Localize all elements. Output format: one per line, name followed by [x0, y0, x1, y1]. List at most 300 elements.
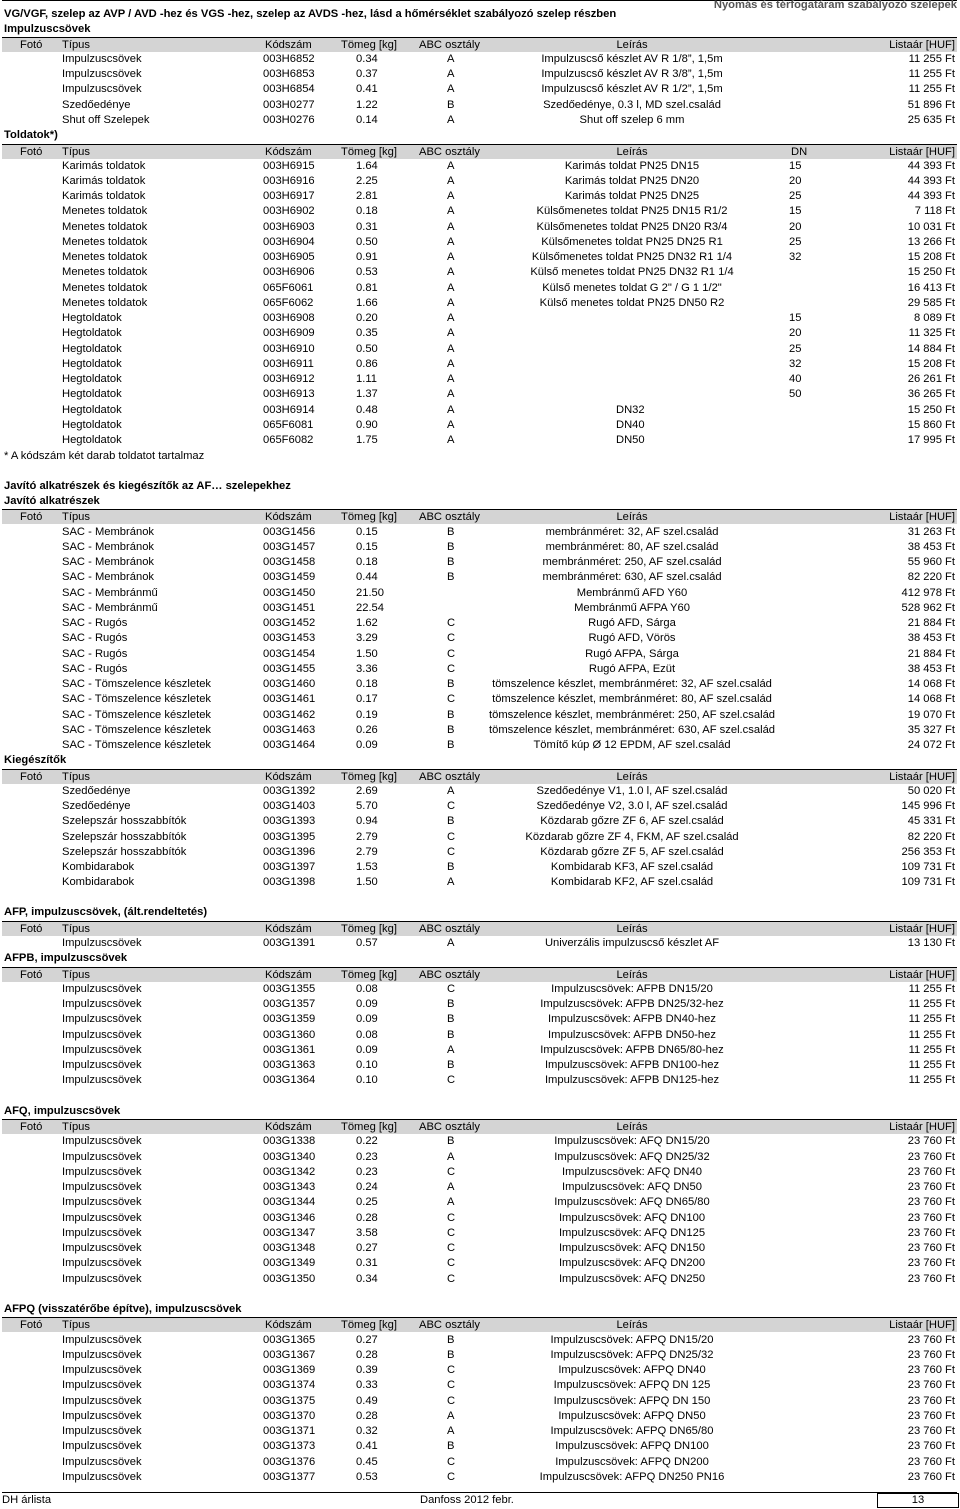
- col-header-leiras: Leírás: [616, 39, 648, 51]
- cell-listaar: 15 860 Ft: [907, 419, 955, 431]
- cell-kodszam: 003G1347: [263, 1227, 316, 1239]
- cell-tomeg: 0.27: [356, 1242, 378, 1254]
- table-row: [2, 784, 957, 799]
- cell-listaar: 44 393 Ft: [907, 190, 955, 202]
- cell-tipus: Impulzuscsövek: [62, 983, 142, 995]
- footer-center: Danfoss 2012 febr.: [420, 1494, 514, 1506]
- cell-tomeg: 1.53: [356, 861, 378, 873]
- cell-tipus: Impulzuscsövek: [62, 1364, 142, 1376]
- cell-kodszam: 003G1348: [263, 1242, 316, 1254]
- cell-listaar: 11 255 Ft: [908, 1013, 955, 1025]
- table-row: [2, 250, 957, 265]
- cell-kodszam: 003G1398: [263, 876, 316, 888]
- cell-abc: A: [447, 1044, 455, 1056]
- cell-abc: C: [447, 983, 456, 995]
- cell-listaar: 11 255 Ft: [908, 1059, 955, 1071]
- cell-tomeg: 0.25: [356, 1196, 378, 1208]
- cell-leiras: Impulzuscsövek: AFPQ DN50: [558, 1410, 706, 1422]
- cell-dn: 25: [789, 190, 802, 202]
- cell-abc: B: [447, 724, 455, 736]
- table-row: [2, 387, 957, 402]
- cell-tomeg: 0.32: [356, 1425, 378, 1437]
- cell-abc: A: [447, 876, 455, 888]
- cell-abc: A: [447, 1410, 455, 1422]
- cell-tipus: Hegtoldatok: [62, 373, 122, 385]
- section-title: [2, 951, 957, 966]
- cell-leiras: tömszelence készlet, membránméret: 630, AF szel.család: [488, 724, 776, 736]
- cell-tipus: Impulzuscsövek: [62, 1181, 142, 1193]
- cell-tipus: Szedőedénye: [62, 800, 131, 812]
- cell-tipus: Szedőedénye: [62, 99, 131, 111]
- cell-leiras: Impulzuscsövek: AFQ DN125: [558, 1227, 706, 1239]
- cell-leiras: Szedőedénye, 0.3 l, MD szel.család: [543, 99, 721, 111]
- cell-tomeg: 0.94: [356, 815, 378, 827]
- cell-tomeg: 21.50: [356, 587, 384, 599]
- col-header-leiras: Leírás: [616, 1319, 648, 1331]
- cell-kodszam: 003G1463: [263, 724, 316, 736]
- cell-tipus: SAC - Rugós: [62, 617, 128, 629]
- cell-abc: B: [447, 998, 455, 1010]
- col-header-tipus: Típus: [62, 39, 90, 51]
- table-row: [2, 662, 957, 677]
- cell-tomeg: 0.15: [356, 526, 378, 538]
- cell-kodszam: 003G1454: [263, 648, 316, 660]
- table-row: [2, 1424, 957, 1439]
- cell-tipus: Impulzuscsövek: [62, 1227, 142, 1239]
- cell-leiras: Kombidarab KF2, AF szel.család: [550, 876, 714, 888]
- table-row: [2, 98, 957, 113]
- table-row: [2, 1043, 957, 1058]
- table-header: [2, 769, 957, 784]
- cell-tipus: Menetes toldatok: [62, 236, 148, 248]
- table-row: [2, 1058, 957, 1073]
- cell-leiras: Impulzuscsövek: AFQ DN25/32: [554, 1151, 710, 1163]
- cell-tipus: Impulzuscsövek: [62, 1456, 142, 1468]
- col-header-kodszam: Kódszám: [265, 1319, 312, 1331]
- col-header-tipus: Típus: [62, 771, 90, 783]
- cell-leiras: Impulzuscső készlet AV R 3/8”, 1,5m: [541, 68, 723, 80]
- cell-listaar: 11 255 Ft: [908, 998, 955, 1010]
- cell-tipus: Impulzuscsövek: [62, 1334, 142, 1346]
- cell-leiras: Rugó AFD, Vörös: [588, 632, 676, 644]
- cell-leiras: Külső menetes toldat PN25 DN50 R2: [539, 297, 725, 309]
- col-header-abc: ABC osztály: [419, 146, 480, 158]
- cell-listaar: 31 263 Ft: [907, 526, 955, 538]
- table-row: [2, 875, 957, 890]
- cell-abc: B: [447, 709, 455, 721]
- section-title-text: AFQ, impulzuscsövek: [4, 1105, 121, 1117]
- cell-listaar: 23 760 Ft: [907, 1471, 955, 1483]
- cell-tipus: Hegtoldatok: [62, 404, 122, 416]
- cell-listaar: 11 255 Ft: [908, 68, 955, 80]
- cell-abc: C: [447, 1242, 456, 1254]
- cell-kodszam: 003G1456: [263, 526, 316, 538]
- cell-tomeg: 0.26: [356, 724, 378, 736]
- cell-abc: A: [447, 327, 455, 339]
- cell-kodszam: 003G1376: [263, 1456, 316, 1468]
- col-header-leiras: Leírás: [616, 923, 648, 935]
- cell-tomeg: 1.50: [356, 876, 378, 888]
- cell-tomeg: 0.10: [356, 1074, 378, 1086]
- cell-abc: C: [447, 693, 456, 705]
- cell-kodszam: 003G1359: [263, 1013, 316, 1025]
- cell-kodszam: 003G1459: [263, 571, 316, 583]
- cell-tomeg: 1.62: [356, 617, 378, 629]
- cell-abc: A: [447, 358, 455, 370]
- table-row: [2, 860, 957, 875]
- cell-tipus: Menetes toldatok: [62, 251, 148, 263]
- cell-listaar: 50 020 Ft: [907, 785, 955, 797]
- cell-leiras: Impulzuscsövek: AFQ DN150: [558, 1242, 706, 1254]
- cell-abc: B: [447, 526, 455, 538]
- cell-tipus: Impulzuscsövek: [62, 1059, 142, 1071]
- cell-leiras: Külsőmenetes toldat PN25 DN32 R1 1/4: [531, 251, 733, 263]
- cell-leiras: tömszelence készlet, membránméret: 80, AF szel.család: [492, 693, 772, 705]
- cell-abc: A: [447, 160, 455, 172]
- cell-kodszam: 003G1365: [263, 1334, 316, 1346]
- col-header-kodszam: Kódszám: [265, 969, 312, 981]
- table-row: [2, 1150, 957, 1165]
- cell-tomeg: 0.53: [356, 266, 378, 278]
- cell-tomeg: 0.53: [356, 1471, 378, 1483]
- cell-kodszam: 003G1367: [263, 1349, 316, 1361]
- cell-leiras: Impulzuscsövek: AFQ DN40: [562, 1166, 702, 1178]
- table-row: [2, 1241, 957, 1256]
- cell-kodszam: 003G1396: [263, 846, 316, 858]
- table-header: [2, 509, 957, 524]
- cell-leiras: Impulzuscsövek: AFPB DN100-hez: [544, 1059, 720, 1071]
- cell-dn: 40: [789, 373, 802, 385]
- table-row: [2, 647, 957, 662]
- col-header-kodszam: Kódszám: [265, 511, 312, 523]
- table-row: [2, 799, 957, 814]
- cell-listaar: 11 255 Ft: [908, 1044, 955, 1056]
- col-header-leiras: Leírás: [616, 969, 648, 981]
- table-row: [2, 830, 957, 845]
- cell-leiras: Impulzuscsövek: AFQ DN250: [558, 1273, 706, 1285]
- cell-tomeg: 0.31: [356, 221, 378, 233]
- cell-listaar: 23 760 Ft: [907, 1135, 955, 1147]
- col-header-tomeg: Tömeg [kg]: [341, 1121, 397, 1133]
- cell-tipus: Menetes toldatok: [62, 266, 148, 278]
- cell-tomeg: 0.86: [356, 358, 378, 370]
- cell-kodszam: 003G1370: [263, 1410, 316, 1422]
- col-header-tomeg: Tömeg [kg]: [341, 146, 397, 158]
- cell-abc: C: [447, 1212, 456, 1224]
- cell-tipus: SAC - Tömszelence készletek: [62, 678, 212, 690]
- cell-leiras: DN40: [616, 419, 645, 431]
- cell-leiras: Impulzuscsövek: AFPQ DN25/32: [550, 1349, 714, 1361]
- cell-tipus: Menetes toldatok: [62, 282, 148, 294]
- cell-leiras: Impulzuscsövek: AFPQ DN 150: [553, 1395, 711, 1407]
- cell-kodszam: 003G1461: [263, 693, 316, 705]
- cell-tipus: Impulzuscsövek: [62, 1410, 142, 1422]
- cell-abc: C: [447, 800, 456, 812]
- cell-tipus: Impulzuscsövek: [62, 1379, 142, 1391]
- section-title-text: AFPQ (visszatérőbe építve), impulzuscsövek: [4, 1303, 242, 1315]
- cell-leiras: Impulzuscsövek: AFPQ DN 125: [553, 1379, 711, 1391]
- cell-listaar: 11 255 Ft: [908, 53, 955, 65]
- cell-listaar: 23 760 Ft: [907, 1349, 955, 1361]
- cell-kodszam: 003G1364: [263, 1074, 316, 1086]
- cell-kodszam: 065F6081: [263, 419, 314, 431]
- col-header-tomeg: Tömeg [kg]: [341, 923, 397, 935]
- col-header-foto: Fotó: [20, 923, 43, 935]
- table-row: [2, 1409, 957, 1424]
- cell-tomeg: 2.79: [356, 831, 378, 843]
- table-header: [2, 921, 957, 936]
- cell-kodszam: 003H6915: [263, 160, 315, 172]
- cell-tomeg: 1.11: [356, 373, 377, 385]
- table-row: [2, 1028, 957, 1043]
- cell-tomeg: 0.57: [356, 937, 378, 949]
- cell-tomeg: 0.81: [356, 282, 378, 294]
- table-header: [2, 1119, 957, 1134]
- cell-kodszam: 003H6909: [263, 327, 315, 339]
- table-row: [2, 1394, 957, 1409]
- table-row: [2, 1455, 957, 1470]
- cell-abc: C: [447, 617, 456, 629]
- cell-abc: C: [447, 648, 456, 660]
- cell-kodszam: 003G1377: [263, 1471, 316, 1483]
- cell-leiras: Impulzuscsövek: AFPQ DN100: [555, 1440, 709, 1452]
- cell-abc: C: [447, 1471, 456, 1483]
- cell-leiras: membránméret: 250, AF szel.család: [542, 556, 722, 568]
- col-header-listaar: Listaár [HUF]: [889, 969, 955, 981]
- cell-leiras: Külsőmenetes toldat PN25 DN15 R1/2: [536, 205, 728, 217]
- cell-leiras: Impulzuscsövek: AFPB DN15/20: [551, 983, 713, 995]
- cell-kodszam: 003G1349: [263, 1257, 316, 1269]
- cell-leiras: Kombidarab KF3, AF szel.család: [550, 861, 714, 873]
- cell-tomeg: 1.50: [356, 648, 378, 660]
- cell-listaar: 256 353 Ft: [901, 846, 955, 858]
- table-row: [2, 357, 957, 372]
- cell-leiras: Impulzuscsövek: AFPQ DN15/20: [550, 1334, 714, 1346]
- cell-listaar: 23 760 Ft: [907, 1212, 955, 1224]
- cell-listaar: 23 760 Ft: [907, 1227, 955, 1239]
- cell-listaar: 11 255 Ft: [908, 1074, 955, 1086]
- cell-tipus: SAC - Membránok: [62, 526, 155, 538]
- col-header-tipus: Típus: [62, 146, 90, 158]
- cell-listaar: 14 068 Ft: [907, 693, 955, 705]
- cell-kodszam: 003G1363: [263, 1059, 316, 1071]
- cell-kodszam: 003H0277: [263, 99, 315, 111]
- cell-tomeg: 0.20: [356, 312, 378, 324]
- cell-kodszam: 003H6853: [263, 68, 315, 80]
- cell-listaar: 55 960 Ft: [907, 556, 955, 568]
- cell-leiras: Impulzuscsövek: AFPB DN40-hez: [548, 1013, 716, 1025]
- cell-kodszam: 003H6903: [263, 221, 315, 233]
- cell-listaar: 35 327 Ft: [907, 724, 955, 736]
- cell-leiras: tömszelence készlet, membránméret: 32, AF szel.család: [492, 678, 772, 690]
- cell-listaar: 21 884 Ft: [907, 617, 955, 629]
- cell-tipus: SAC - Tömszelence készletek: [62, 724, 212, 736]
- table-row: [2, 1180, 957, 1195]
- cell-abc: B: [447, 1334, 455, 1346]
- cell-leiras: Impulzuscsövek: AFPQ DN200: [555, 1456, 709, 1468]
- cell-tipus: Impulzuscsövek: [62, 68, 142, 80]
- col-header-tipus: Típus: [62, 1121, 90, 1133]
- cell-abc: A: [447, 937, 455, 949]
- table-row: [2, 1195, 957, 1210]
- cell-listaar: 38 453 Ft: [907, 632, 955, 644]
- cell-listaar: 23 760 Ft: [907, 1196, 955, 1208]
- cell-tomeg: 0.23: [356, 1166, 378, 1178]
- col-header-abc: ABC osztály: [419, 1121, 480, 1133]
- table-row: [2, 113, 957, 128]
- cell-tomeg: 0.18: [356, 205, 378, 217]
- cell-kodszam: 003G1369: [263, 1364, 316, 1376]
- cell-kodszam: 003G1453: [263, 632, 316, 644]
- cell-kodszam: 003H6916: [263, 175, 315, 187]
- section-title: [2, 128, 957, 143]
- cell-kodszam: 003H6917: [263, 190, 315, 202]
- cell-tipus: Impulzuscsövek: [62, 53, 142, 65]
- cell-tomeg: 0.08: [356, 1029, 378, 1041]
- cell-dn: 20: [789, 327, 802, 339]
- cell-tipus: Impulzuscsövek: [62, 1440, 142, 1452]
- cell-abc: A: [447, 282, 455, 294]
- cell-listaar: 45 331 Ft: [907, 815, 955, 827]
- cell-abc: B: [447, 739, 455, 751]
- table-header: [2, 37, 957, 52]
- table-row: [2, 1333, 957, 1348]
- col-header-tomeg: Tömeg [kg]: [341, 1319, 397, 1331]
- table-row: [2, 540, 957, 555]
- cell-tomeg: 0.10: [356, 1059, 378, 1071]
- cell-kodszam: 003H6912: [263, 373, 315, 385]
- cell-leiras: Impulzuscsövek: AFPQ DN65/80: [550, 1425, 714, 1437]
- cell-tipus: SAC - Rugós: [62, 632, 128, 644]
- cell-tipus: Impulzuscsövek: [62, 1151, 142, 1163]
- section-title-text: Toldatok*): [4, 129, 58, 141]
- cell-listaar: 7 118 Ft: [914, 205, 955, 217]
- table-row: [2, 525, 957, 540]
- cell-tomeg: 0.09: [356, 1044, 378, 1056]
- cell-listaar: 38 453 Ft: [907, 541, 955, 553]
- cell-tomeg: 2.69: [356, 785, 378, 797]
- cell-tipus: Kombidarabok: [62, 861, 135, 873]
- col-header-kodszam: Kódszám: [265, 39, 312, 51]
- cell-abc: A: [447, 343, 455, 355]
- table-row: [2, 1439, 957, 1454]
- cell-dn: 15: [789, 160, 802, 172]
- cell-tomeg: 0.49: [356, 1395, 378, 1407]
- cell-leiras: Membránmű AFD Y60: [576, 587, 688, 599]
- cell-leiras: Impulzuscsövek: AFQ DN200: [558, 1257, 706, 1269]
- cell-tipus: Impulzuscsövek: [62, 83, 142, 95]
- table-row: [2, 265, 957, 280]
- cell-listaar: 145 996 Ft: [901, 800, 955, 812]
- cell-tomeg: 0.14: [356, 114, 378, 126]
- cell-tomeg: 2.81: [356, 190, 378, 202]
- cell-kodszam: 003H6852: [263, 53, 315, 65]
- table-row: [2, 1012, 957, 1027]
- cell-abc: A: [447, 434, 455, 446]
- cell-listaar: 23 760 Ft: [907, 1151, 955, 1163]
- section-title-text: AFP, impulzuscsövek, (ált.rendeltetés): [4, 906, 208, 918]
- cell-listaar: 15 208 Ft: [907, 358, 955, 370]
- cell-tomeg: 0.50: [356, 343, 378, 355]
- cell-kodszam: 003H6913: [263, 388, 315, 400]
- cell-kodszam: 003H6906: [263, 266, 315, 278]
- table-row: [2, 311, 957, 326]
- table-row: [2, 814, 957, 829]
- cell-kodszam: 003G1462: [263, 709, 316, 721]
- cell-abc: B: [447, 1013, 455, 1025]
- cell-kodszam: 003H0276: [263, 114, 315, 126]
- cell-listaar: 26 261 Ft: [907, 373, 955, 385]
- cell-abc: B: [447, 556, 455, 568]
- cell-leiras: Impulzuscső készlet AV R 1/2”, 1,5m: [541, 83, 723, 95]
- col-header-abc: ABC osztály: [419, 771, 480, 783]
- cell-abc: A: [447, 785, 455, 797]
- col-header-tomeg: Tömeg [kg]: [341, 771, 397, 783]
- cell-tipus: Impulzuscsövek: [62, 1425, 142, 1437]
- cell-kodszam: 065F6082: [263, 434, 314, 446]
- cell-listaar: 23 760 Ft: [907, 1395, 955, 1407]
- table-row: [2, 738, 957, 753]
- table-row: [2, 372, 957, 387]
- col-header-listaar: Listaár [HUF]: [889, 1319, 955, 1331]
- cell-tipus: Impulzuscsövek: [62, 1029, 142, 1041]
- cell-tipus: Hegtoldatok: [62, 327, 122, 339]
- cell-tomeg: 0.31: [356, 1257, 378, 1269]
- cell-listaar: 15 208 Ft: [907, 251, 955, 263]
- cell-tomeg: 0.28: [356, 1410, 378, 1422]
- cell-leiras: Tömítő kúp Ø 12 EPDM, AF szel.család: [533, 739, 731, 751]
- cell-tipus: Impulzuscsövek: [62, 1074, 142, 1086]
- col-header-foto: Fotó: [20, 969, 43, 981]
- cell-dn: 20: [789, 221, 802, 233]
- cell-kodszam: 065F6061: [263, 282, 314, 294]
- cell-tomeg: 0.18: [356, 556, 378, 568]
- cell-tipus: SAC - Rugós: [62, 648, 128, 660]
- table-row: [2, 403, 957, 418]
- cell-tomeg: 3.29: [356, 632, 378, 644]
- cell-listaar: 11 255 Ft: [908, 983, 955, 995]
- cell-listaar: 23 760 Ft: [907, 1257, 955, 1269]
- cell-tipus: Szelepszár hosszabbítók: [62, 831, 187, 843]
- cell-kodszam: 003G1357: [263, 998, 316, 1010]
- cell-tomeg: 0.24: [356, 1181, 378, 1193]
- col-header-kodszam: Kódszám: [265, 1121, 312, 1133]
- footer-left: DH árlista: [2, 1494, 52, 1506]
- cell-leiras: Külső menetes toldat PN25 DN32 R1 1/4: [530, 266, 734, 278]
- cell-kodszam: 003G1374: [263, 1379, 316, 1391]
- page-footer: [2, 1492, 957, 1508]
- cell-abc: B: [447, 1059, 455, 1071]
- cell-tomeg: 2.79: [356, 846, 378, 858]
- cell-kodszam: 003G1395: [263, 831, 316, 843]
- cell-leiras: Impulzuscsövek: AFPQ DN250 PN16: [539, 1471, 725, 1483]
- cell-leiras: Impulzuscsövek: AFQ DN15/20: [554, 1135, 710, 1147]
- cell-abc: B: [447, 1440, 455, 1452]
- section-title: [2, 22, 957, 37]
- table-row: [2, 326, 957, 341]
- cell-kodszam: 003G1403: [263, 800, 316, 812]
- cell-dn: 25: [789, 343, 802, 355]
- cell-kodszam: 003G1373: [263, 1440, 316, 1452]
- cell-listaar: 23 760 Ft: [907, 1425, 955, 1437]
- table-row: [2, 845, 957, 860]
- section-title-text: Javító alkatrészek és kiegészítők az AF… szelepekhez: [4, 480, 291, 492]
- cell-kodszam: 003G1338: [263, 1135, 316, 1147]
- section-title: [2, 1104, 957, 1119]
- cell-abc: A: [447, 419, 455, 431]
- col-header-leiras: Leírás: [616, 146, 648, 158]
- col-header-kodszam: Kódszám: [265, 771, 312, 783]
